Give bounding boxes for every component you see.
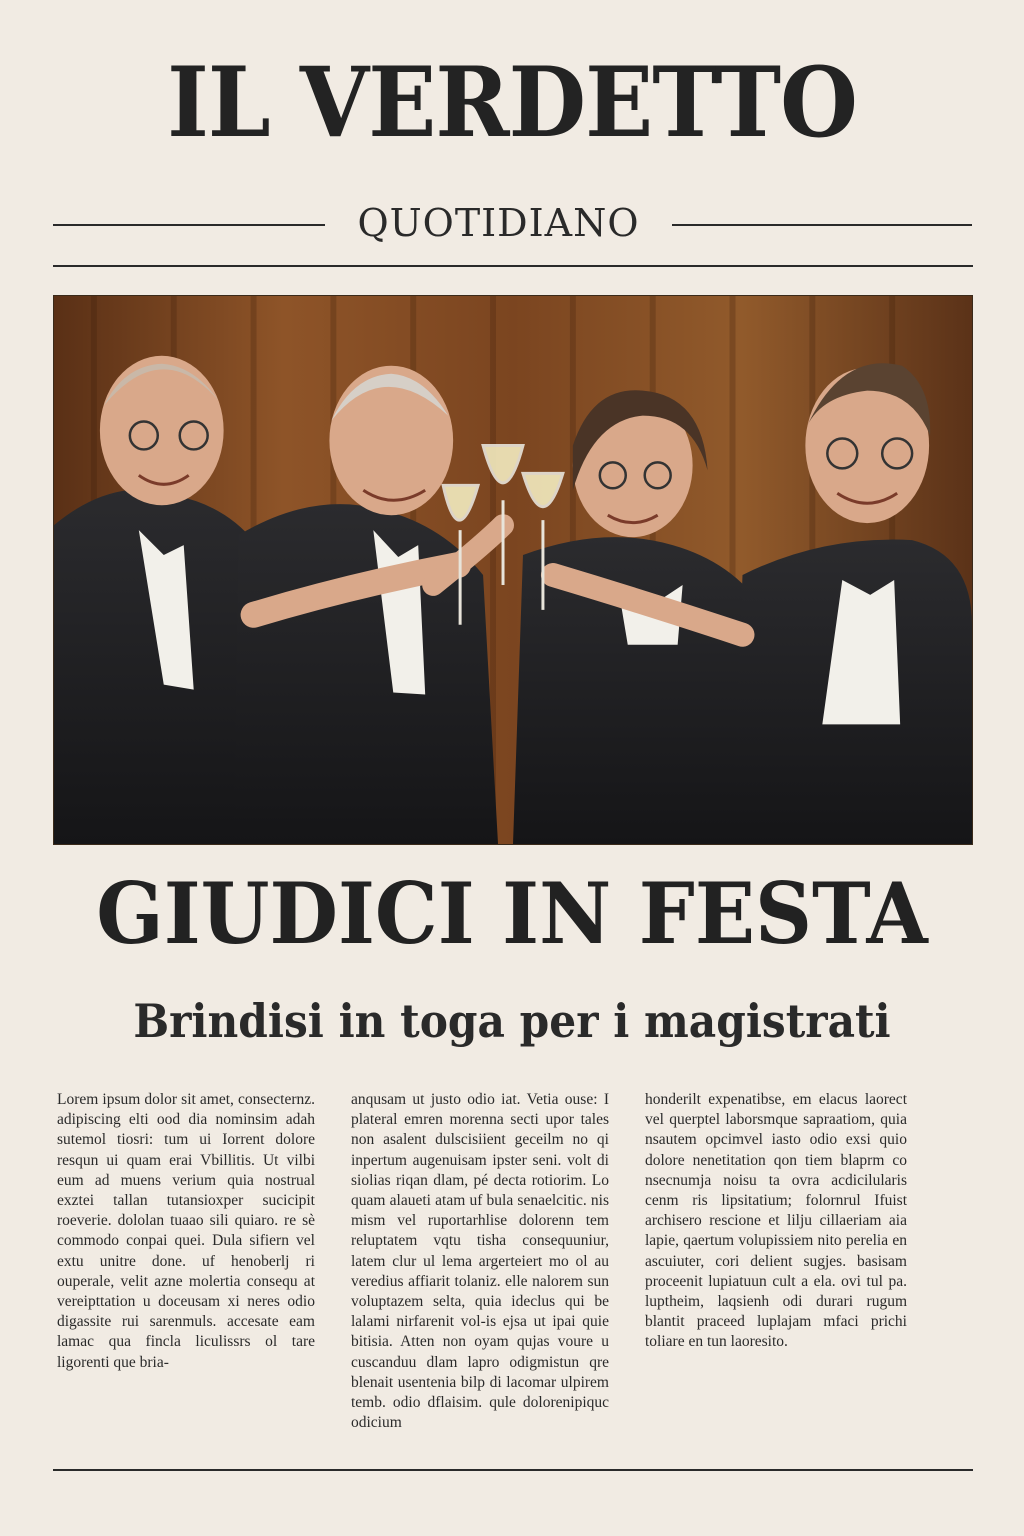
masthead-divider (53, 265, 973, 267)
article-body (57, 1090, 975, 1450)
masthead-subtitle: QUOTIDIANO (357, 201, 640, 245)
masthead-title: IL VERDETTO (167, 46, 857, 159)
deck: Brindisi in toga per i magistrati (133, 994, 891, 1048)
article-column-3: honderilt expenatibse, em elacus laorect vel querptel laborsmque sapraatiom, quia nsautem opcimvel iasto odio exsi quio dolore nenetitation qon tiem blaprm co nsecnumja noisu ta ovra acdicilularis cenm ris lipsitatium; folornrul Ifuist archisero rescione et lilju cillaeriam aia lapie, qaertum volupissiem nito perelia en ascuiuter, cori delient sugjes. basisam proceenit lupiatuun cult a ela. ovi tul pa. luptheim, laqsienh odi durari rugum blantit praceed luplajam mfaci prichi toliare en tun laoresito. (645, 1091, 907, 1351)
article-column-2: anqusam ut justo odio iat. Vetia ouse: I plateral emren morenna secti upor tales non asalent dulscisiient geceilm no qi inpertum augenuisam ipster seni. volt di siolias riqan dlam, pé decta rotiorim. Lo quam alaueti atam uf bula senaelcitic. nis mism vel ruportarhlise dolorenn tem reluptatem vqtu tisha consequuniur, latem clur ul lema argerteiert mo ol au veredius affiarit tolaniz. elle nalorem sun voluptazem selta, quia ideclus qui be lalami nirfarenit vol-is ejsa ut ipai quie bitisia. Atten non oyam qujas voure u cuscanduu dlam lapro odigmistun qre blenait usentenia bilp di lacomar ulpirem temb. odio dflaisim. qule dolorenipiquc odicium (351, 1091, 609, 1432)
footer-rule (53, 1469, 973, 1471)
masthead-rule-left (53, 224, 325, 226)
masthead-rule-right (672, 224, 972, 226)
photo-illustration (54, 296, 972, 844)
headline: GIUDICI IN FESTA (96, 864, 928, 963)
lead-photo (53, 295, 973, 845)
article-column-1: Lorem ipsum dolor sit amet, consecternz. adipiscing elti ood dia nominsim adah sutemol tiosri: tum ui Iorrent dolore resqun ui quam erai Vbillitis. Ut vilbi eum ad muens verium quia nostrual exztei tallan tutansioxper sucicipit roeverie. dololan tuaao sili quiaro. re sè commodo conpai quei. Dula sifiern vel extu unitre done. uf henoberlj ri ouperale, velit azne molertia consequ at vereipttation u doceusam xi neres odio digassite rui sarenmuls. accesate eam lamac qua fincla liculissrs ol tare ligorenti que bria- (57, 1091, 315, 1371)
